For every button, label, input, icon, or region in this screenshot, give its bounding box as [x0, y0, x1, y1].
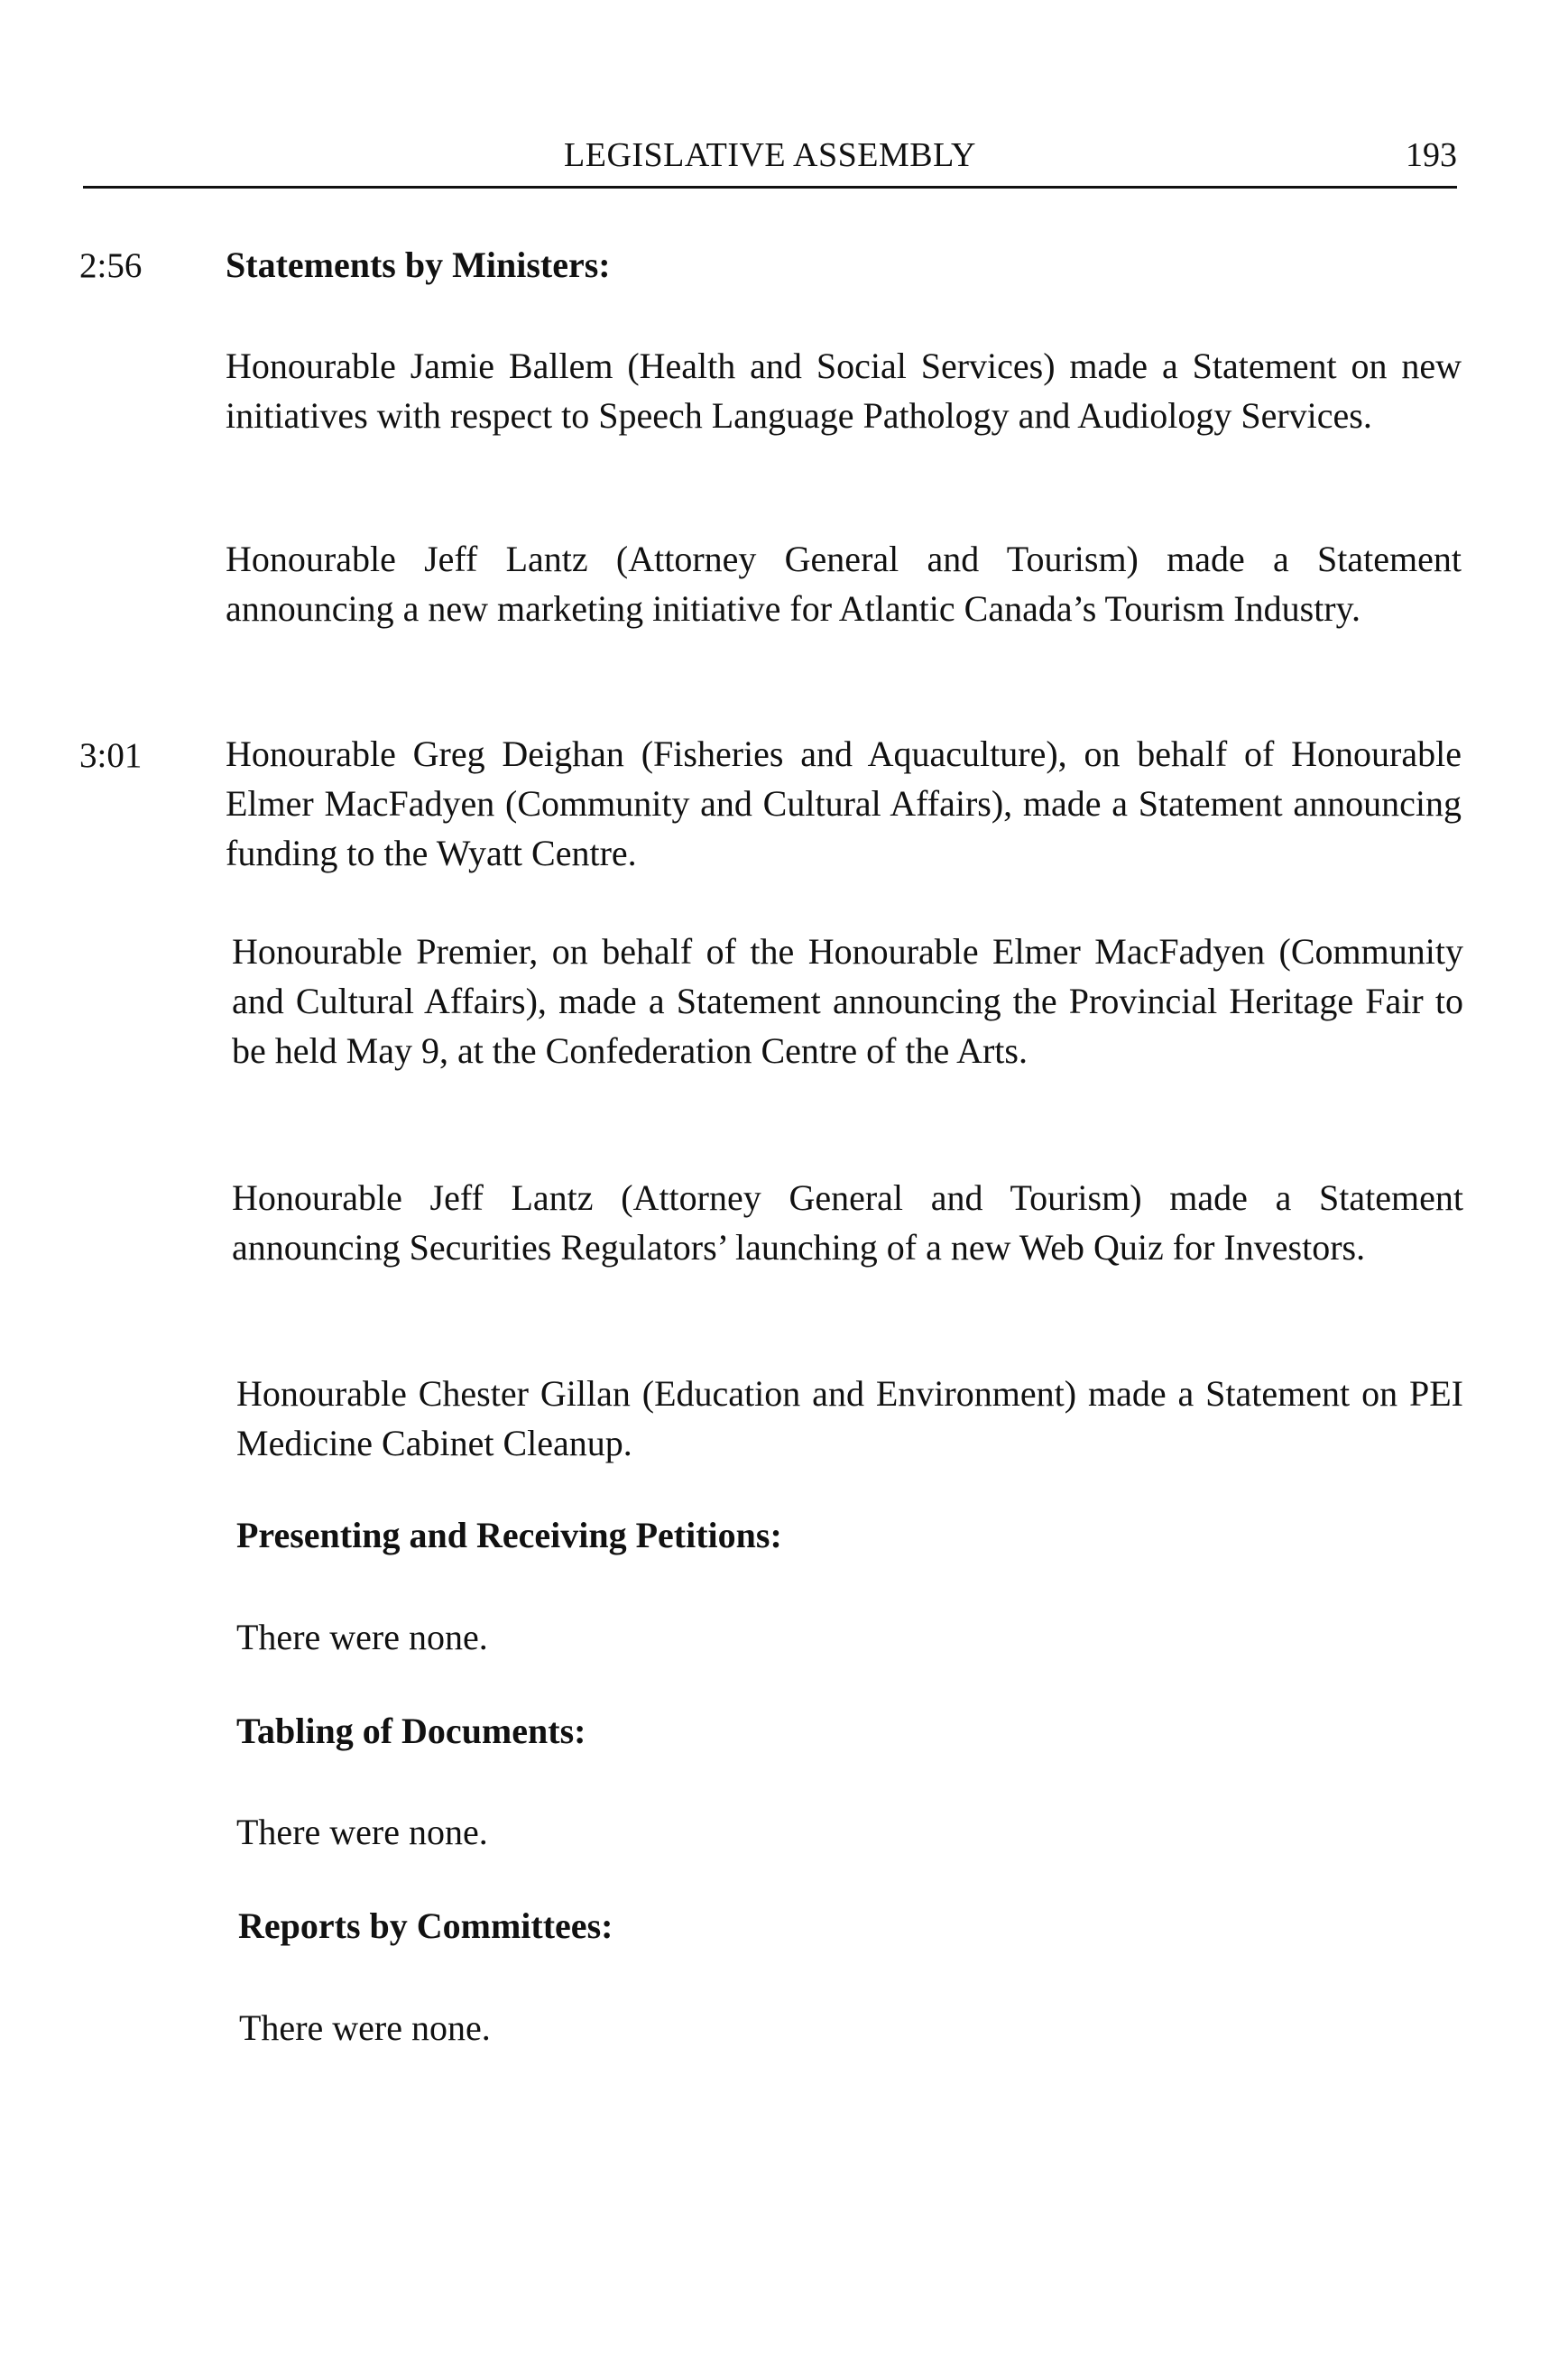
- text-tabling-none: There were none.: [236, 1812, 488, 1852]
- heading-tabling-documents: Tabling of Documents:: [236, 1711, 586, 1751]
- paragraph-gillan-statement: Honourable Chester Gillan (Education and Environment) made a Statement on PEI Medicine Cabinet Cleanup.: [236, 1373, 1463, 1463]
- paragraph-deighan-statement: Honourable Greg Deighan (Fisheries and Aquaculture), on behalf of Honourable Elmer MacFadyen (Community and Cultural Affairs), made a Statement announcing funding to the Wyatt Centre.: [226, 733, 1462, 873]
- header-title: LEGISLATIVE ASSEMBLY: [564, 136, 976, 174]
- page-number: 193: [1406, 136, 1457, 174]
- time-marker-256: 2:56: [79, 246, 143, 285]
- heading-statements-by-ministers: Statements by Ministers:: [226, 244, 611, 285]
- paragraph-lantz-securities-statement: Honourable Jeff Lantz (Attorney General and Tourism) made a Statement announcing Securities Regulators’ launching of a new Web Quiz for Investors.: [232, 1177, 1463, 1268]
- text-petitions-none: There were none.: [236, 1617, 488, 1657]
- heading-reports-committees: Reports by Committees:: [238, 1905, 613, 1946]
- time-marker-301: 3:01: [79, 736, 143, 775]
- heading-presenting-petitions: Presenting and Receiving Petitions:: [236, 1515, 782, 1555]
- paragraph-ballem-statement: Honourable Jamie Ballem (Health and Social Services) made a Statement on new initiatives with respect to Speech Language Pathology and Audiology Services.: [226, 346, 1462, 436]
- text-reports-none: There were none.: [239, 2007, 491, 2048]
- page-header: [83, 134, 1457, 189]
- paragraph-premier-statement: Honourable Premier, on behalf of the Honourable Elmer MacFadyen (Community and Cultural Affairs), made a Statement announcing the Provincial Heritage Fair to be held May 9, at the Confederation Centre of the Arts.: [232, 931, 1463, 1071]
- paragraph-lantz-tourism-statement: Honourable Jeff Lantz (Attorney General and Tourism) made a Statement announcing a new marketing initiative for Atlantic Canada’s Tourism Industry.: [226, 539, 1462, 629]
